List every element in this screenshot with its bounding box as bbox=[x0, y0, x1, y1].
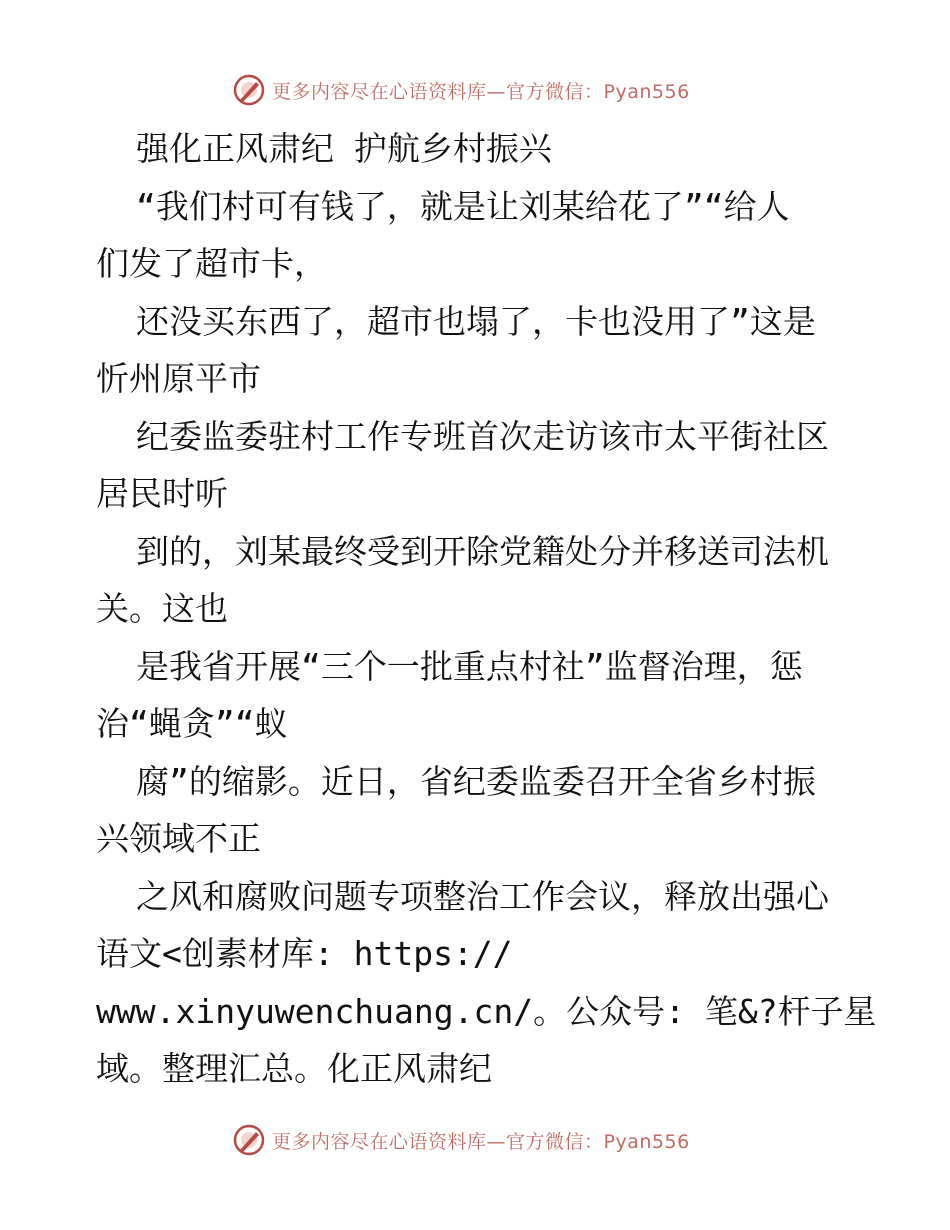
text-line: www.xinyuwenchuang.cn/。公众号: 笔&?杆子星 bbox=[96, 991, 877, 1031]
text-line: 们发了超市卡， bbox=[96, 244, 327, 283]
text-line: 域。整理汇总。化正风肃纪 bbox=[96, 1049, 492, 1088]
pen-logo-icon bbox=[232, 1123, 266, 1157]
document-body bbox=[96, 120, 877, 1098]
text-line: 是我省开展“三个一批重点村社”监督治理，惩 bbox=[136, 646, 803, 686]
text-line: 语文<创素材库: https:// bbox=[96, 934, 513, 973]
text-line: 到的，刘某最终受到开除党籍处分并移送司法机 bbox=[136, 531, 829, 571]
footer-watermark bbox=[232, 1122, 690, 1158]
header-watermark-text: 更多内容尽在心语资料库—官方微信：Pyan556 bbox=[272, 80, 690, 103]
text-line: 纪委监委驻村工作专班首次走访该市太平街社区 bbox=[136, 416, 829, 456]
text-line: 忻州原平市 bbox=[96, 359, 261, 398]
text-line: 治“蝇贪”“蚁 bbox=[96, 704, 288, 743]
text-line: 之风和腐败问题专项整治工作会议，释放出强心 bbox=[136, 876, 829, 916]
pen-logo-icon bbox=[232, 73, 266, 107]
text-line: 兴领域不正 bbox=[96, 819, 261, 858]
text-line: 还没买东西了，超市也塌了，卡也没用了”这是 bbox=[136, 301, 816, 341]
text-line: 居民时听 bbox=[96, 474, 228, 513]
text-line: 关。这也 bbox=[96, 589, 228, 628]
footer-watermark-text: 更多内容尽在心语资料库—官方微信：Pyan556 bbox=[272, 1130, 690, 1153]
text-line: “我们村可有钱了，就是让刘某给花了”“给人 bbox=[136, 186, 790, 226]
header-watermark bbox=[232, 72, 690, 108]
text-line: 腐”的缩影。近日，省纪委监委召开全省乡村振 bbox=[136, 761, 816, 801]
document-title: 强化正风肃纪 护航乡村振兴 bbox=[136, 129, 552, 168]
